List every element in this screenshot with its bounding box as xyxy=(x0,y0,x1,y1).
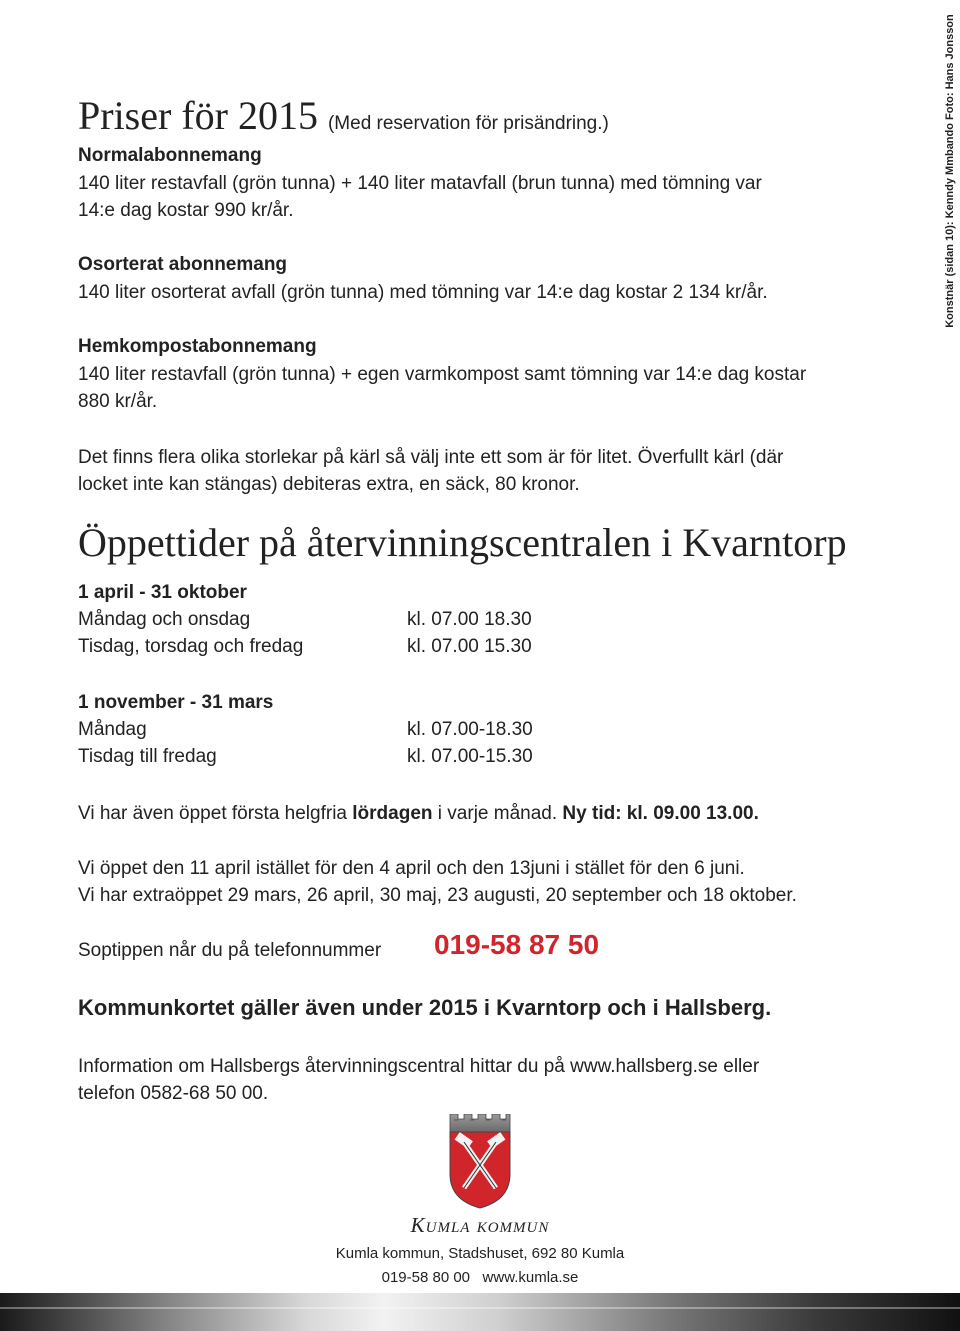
schedule-day: Tisdag, torsdag och fredag xyxy=(78,636,304,657)
hours-title: Öppettider på återvinningscentralen i Kvarntorp xyxy=(78,520,847,565)
info-line-1: Information om Hallsbergs återvinningscentral hittar du på www.hallsberg.se eller xyxy=(78,1056,760,1077)
footer-address: Kumla kommun, Stadshuset, 692 80 Kumla xyxy=(335,1245,625,1262)
kommunkort-notice: Kommunkortet gäller även under 2015 i Kvarntorp och i Hallsberg. xyxy=(78,995,772,1020)
extra-line-2: Vi har extraöppet 29 mars, 26 april, 30 maj, 23 augusti, 20 september och 18 oktober. xyxy=(78,885,797,906)
coat-of-arms-icon xyxy=(448,1114,512,1210)
info-line-2: telefon 0582-68 50 00. xyxy=(78,1083,269,1104)
period-heading-summer: 1 april - 31 oktober xyxy=(78,582,247,603)
note-line-2: locket inte kan stängas) debiteras extra, en säck, 80 kronor. xyxy=(78,474,580,495)
section-line-normal-2: 14:e dag kostar 990 kr/år. xyxy=(78,200,294,221)
phone-label: Soptippen når du på telefonnummer xyxy=(78,940,382,961)
section-heading-hemkompost: Hemkompostabonnemang xyxy=(78,336,317,357)
section-heading-normal: Normalabonnemang xyxy=(78,145,262,166)
note-line-1: Det finns flera olika storlekar på kärl så välj inte ett som är för litet. Överfullt kärl (där xyxy=(78,447,784,468)
prices-title-note: (Med reservation för prisändring.) xyxy=(327,113,609,134)
section-line-osorterat-1: 140 liter osorterat avfall (grön tunna) med tömning var 14:e dag kostar 2 134 kr/år. xyxy=(78,282,768,303)
prices-title-text: Priser för 2015 xyxy=(78,93,318,138)
period-heading-winter: 1 november - 31 mars xyxy=(78,692,274,713)
footer-contact: 019-58 80 00 www.kumla.se xyxy=(381,1269,579,1286)
schedule-day: Måndag och onsdag xyxy=(78,609,251,630)
footer-gradient-stripe xyxy=(0,1293,960,1331)
prices-title xyxy=(78,92,609,139)
saturday-bold: lördagen xyxy=(352,803,433,824)
section-line-hemkompost-1: 140 liter restavfall (grön tunna) + egen varmkompost samt tömning var 14:e dag kostar xyxy=(78,364,807,385)
schedule-time: kl. 07.00-18.30 xyxy=(407,719,533,740)
schedule-time: kl. 07.00 18.30 xyxy=(407,609,532,630)
section-line-normal-1: 140 liter restavfall (grön tunna) + 140 liter matavfall (brun tunna) med tömning var xyxy=(78,173,762,194)
saturday-new-time: Ny tid: kl. 09.00 13.00. xyxy=(562,803,759,824)
saturday-line xyxy=(78,800,759,827)
saturday-pre: Vi har även öppet första helgfria xyxy=(78,803,353,824)
schedule-day: Måndag xyxy=(78,719,147,740)
schedule-time: kl. 07.00-15.30 xyxy=(407,746,533,767)
section-heading-osorterat: Osorterat abonnemang xyxy=(78,254,288,275)
phone-number: 019-58 87 50 xyxy=(434,929,600,960)
side-credit: Konstnär (sidan 10): Kenndy Mmbando Foto: Hans Jonsson xyxy=(944,14,956,328)
saturday-mid: i varje månad. xyxy=(432,803,563,824)
footer-stripe-highlight xyxy=(0,1307,960,1309)
schedule-day: Tisdag till fredag xyxy=(78,746,217,767)
footer-brand: Kumla kommun xyxy=(410,1213,550,1237)
extra-line-1: Vi öppet den 11 april istället för den 4 april och den 13juni i stället för den 6 juni. xyxy=(78,858,745,879)
schedule-time: kl. 07.00 15.30 xyxy=(407,636,532,657)
section-line-hemkompost-2: 880 kr/år. xyxy=(78,391,158,412)
